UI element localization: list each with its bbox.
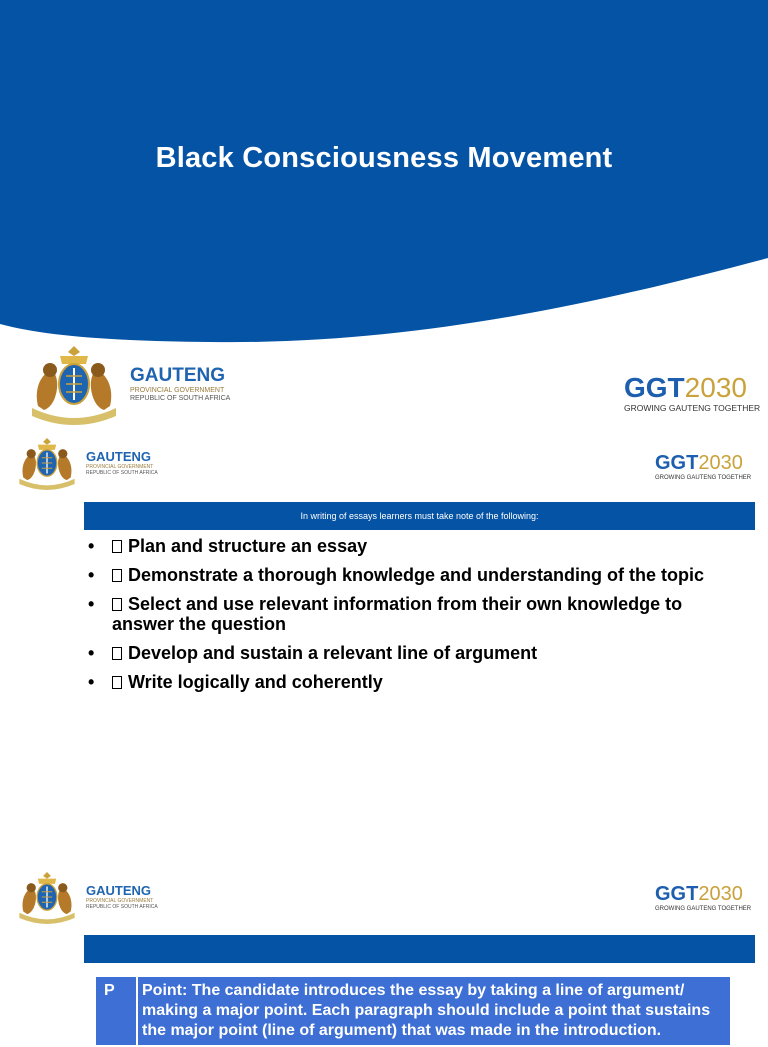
- ggt-text: GGT: [624, 372, 685, 403]
- gauteng-subtitle: PROVINCIAL GOVERNMENT: [86, 464, 154, 470]
- coat-of-arms-icon: [14, 872, 80, 922]
- list-item: [88, 643, 748, 663]
- table-row: [95, 976, 731, 1046]
- list-item-text: Demonstrate a thorough knowledge and understanding of the topic: [128, 565, 705, 585]
- list-item: [88, 672, 748, 692]
- ggt-year: 2030: [698, 452, 743, 474]
- list-item-text: Select and use relevant information from their own knowledge to answer the question: [112, 594, 683, 634]
- ggt-text: GGT: [655, 452, 699, 474]
- gauteng-name: GAUTENG: [86, 883, 151, 898]
- table-cell-text: Point: The candidate introduces the essay by taking a line of argument/ making a major point. Each paragraph should include a point that sustains the major point (line of argument) that was made in the introduction.: [137, 976, 731, 1046]
- list-item-text: Plan and structure an essay: [128, 536, 368, 556]
- missing-glyph-icon: [112, 540, 122, 553]
- missing-glyph-icon: [112, 647, 122, 660]
- gauteng-country: REPUBLIC OF SOUTH AFRICA: [86, 904, 158, 910]
- gauteng-name: GAUTENG: [86, 449, 151, 464]
- missing-glyph-icon: [112, 569, 122, 582]
- bullet-icon: •: [88, 672, 95, 692]
- ggt2030-logo: [624, 374, 760, 413]
- gauteng-subtitle: PROVINCIAL GOVERNMENT: [130, 387, 225, 394]
- bullet-icon: •: [88, 594, 95, 614]
- list-item: [88, 565, 748, 585]
- coat-of-arms-icon: [24, 346, 124, 422]
- gauteng-subtitle: PROVINCIAL GOVERNMENT: [86, 898, 154, 904]
- list-item-text: Develop and sustain a relevant line of argument: [128, 643, 538, 663]
- gauteng-logo: [14, 872, 158, 922]
- missing-glyph-icon: [112, 598, 122, 611]
- ggt-tagline: GROWING GAUTENG TOGETHER: [655, 906, 752, 912]
- section-banner: [84, 502, 755, 530]
- ggt-tagline: GROWING GAUTENG TOGETHER: [655, 475, 752, 481]
- title-slide: [0, 0, 768, 430]
- gauteng-logo: [24, 346, 230, 422]
- ggt-text: GGT: [655, 883, 699, 905]
- peel-table: [94, 975, 732, 1047]
- gauteng-name: GAUTENG: [130, 365, 225, 386]
- gauteng-country: REPUBLIC OF SOUTH AFRICA: [86, 470, 158, 476]
- list-item: [88, 536, 748, 556]
- ggt-year: 2030: [698, 883, 743, 905]
- list-item: [88, 594, 748, 634]
- bullet-icon: •: [88, 536, 95, 556]
- gauteng-country: REPUBLIC OF SOUTH AFRICA: [130, 395, 231, 402]
- bullet-icon: •: [88, 565, 95, 585]
- list-item-text: Write logically and coherently: [128, 672, 383, 692]
- table-cell-letter: P: [95, 976, 137, 1046]
- bullet-icon: •: [88, 643, 95, 663]
- ggt2030-logo: [655, 453, 751, 481]
- coat-of-arms-icon: [14, 438, 80, 488]
- banner-text: In writing of essays learners must take note of the following:: [300, 511, 539, 521]
- missing-glyph-icon: [112, 676, 122, 689]
- essay-guidelines-list: [88, 536, 748, 701]
- ggt-year: 2030: [684, 372, 747, 403]
- peel-structure-slide: [0, 860, 768, 1039]
- section-banner: [84, 935, 755, 963]
- slide-title: Black Consciousness Movement: [155, 142, 613, 174]
- gauteng-logo: [14, 438, 158, 488]
- essay-guidelines-slide: [0, 430, 768, 860]
- ggt-tagline: GROWING GAUTENG TOGETHER: [624, 403, 761, 413]
- ggt2030-logo: [655, 884, 751, 912]
